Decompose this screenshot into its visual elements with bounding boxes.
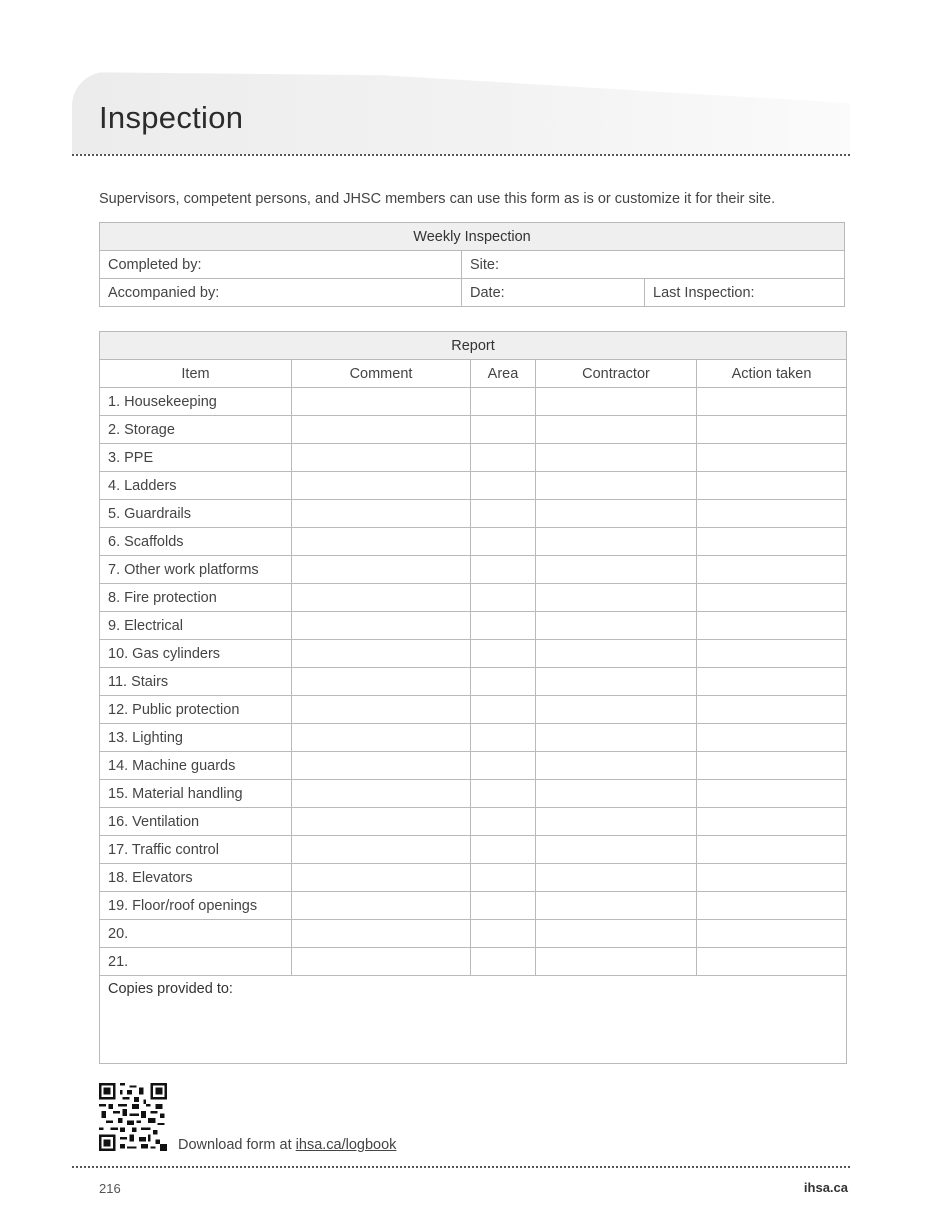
comment-cell[interactable] xyxy=(292,752,471,780)
area-cell[interactable] xyxy=(471,556,536,584)
download-prefix: Download form at xyxy=(178,1137,296,1153)
contractor-cell[interactable] xyxy=(536,668,697,696)
area-cell[interactable] xyxy=(471,500,536,528)
table-row xyxy=(100,696,847,724)
contractor-cell[interactable] xyxy=(536,584,697,612)
comment-cell[interactable] xyxy=(292,640,471,668)
item-cell: 7. Other work platforms xyxy=(100,556,292,584)
footer-divider xyxy=(72,1166,850,1168)
item-cell: 21. xyxy=(100,948,292,976)
area-cell[interactable] xyxy=(471,948,536,976)
area-cell[interactable] xyxy=(471,892,536,920)
comment-cell[interactable] xyxy=(292,724,471,752)
action-taken-cell[interactable] xyxy=(697,500,847,528)
table-row xyxy=(100,752,847,780)
table-row xyxy=(100,416,847,444)
column-header-comment: Comment xyxy=(292,360,471,388)
contractor-cell[interactable] xyxy=(536,640,697,668)
comment-cell[interactable] xyxy=(292,892,471,920)
comment-cell[interactable] xyxy=(292,444,471,472)
action-taken-cell[interactable] xyxy=(697,528,847,556)
action-taken-cell[interactable] xyxy=(697,808,847,836)
weekly-inspection-table xyxy=(99,222,845,307)
action-taken-cell[interactable] xyxy=(697,920,847,948)
area-cell[interactable] xyxy=(471,836,536,864)
table-row xyxy=(100,388,847,416)
action-taken-cell[interactable] xyxy=(697,948,847,976)
table-row xyxy=(100,528,847,556)
comment-cell[interactable] xyxy=(292,528,471,556)
column-header-item: Item xyxy=(100,360,292,388)
comment-cell[interactable] xyxy=(292,556,471,584)
item-cell: 9. Electrical xyxy=(100,612,292,640)
table-row xyxy=(100,808,847,836)
item-cell: 4. Ladders xyxy=(100,472,292,500)
area-cell[interactable] xyxy=(471,472,536,500)
comment-cell[interactable] xyxy=(292,612,471,640)
comment-cell[interactable] xyxy=(292,808,471,836)
table-row xyxy=(100,612,847,640)
contractor-cell[interactable] xyxy=(536,752,697,780)
item-cell: 19. Floor/roof openings xyxy=(100,892,292,920)
area-cell[interactable] xyxy=(471,444,536,472)
comment-cell[interactable] xyxy=(292,584,471,612)
item-cell: 15. Material handling xyxy=(100,780,292,808)
comment-cell[interactable] xyxy=(292,388,471,416)
table-row xyxy=(100,472,847,500)
table-row xyxy=(100,556,847,584)
item-cell: 14. Machine guards xyxy=(100,752,292,780)
table-row xyxy=(100,584,847,612)
area-cell[interactable] xyxy=(471,808,536,836)
area-cell[interactable] xyxy=(471,528,536,556)
table-row xyxy=(100,836,847,864)
item-cell: 13. Lighting xyxy=(100,724,292,752)
contractor-cell[interactable] xyxy=(536,864,697,892)
item-cell: 3. PPE xyxy=(100,444,292,472)
contractor-cell[interactable] xyxy=(536,948,697,976)
table-row xyxy=(100,640,847,668)
area-cell[interactable] xyxy=(471,668,536,696)
action-taken-cell[interactable] xyxy=(697,444,847,472)
comment-cell[interactable] xyxy=(292,836,471,864)
item-cell: 10. Gas cylinders xyxy=(100,640,292,668)
action-taken-cell[interactable] xyxy=(697,892,847,920)
download-link[interactable]: ihsa.ca/logbook xyxy=(295,1137,397,1153)
action-taken-cell[interactable] xyxy=(697,696,847,724)
action-taken-cell[interactable] xyxy=(697,556,847,584)
comment-cell[interactable] xyxy=(292,948,471,976)
completed-by-field[interactable]: Completed by: xyxy=(100,251,462,279)
item-cell: 2. Storage xyxy=(100,416,292,444)
item-cell: 16. Ventilation xyxy=(100,808,292,836)
column-header-area: Area xyxy=(471,360,536,388)
area-cell[interactable] xyxy=(471,388,536,416)
contractor-cell[interactable] xyxy=(536,892,697,920)
weekly-inspection-title: Weekly Inspection xyxy=(100,223,845,251)
table-row xyxy=(100,892,847,920)
site-brand: ihsa.ca xyxy=(803,1180,848,1195)
comment-cell[interactable] xyxy=(292,780,471,808)
table-row xyxy=(100,948,847,976)
comment-cell[interactable] xyxy=(292,864,471,892)
action-taken-cell[interactable] xyxy=(697,864,847,892)
action-taken-cell[interactable] xyxy=(697,752,847,780)
contractor-cell[interactable] xyxy=(536,388,697,416)
action-taken-cell[interactable] xyxy=(697,388,847,416)
area-cell[interactable] xyxy=(471,416,536,444)
table-row xyxy=(100,724,847,752)
area-cell[interactable] xyxy=(471,864,536,892)
item-cell: 12. Public protection xyxy=(100,696,292,724)
comment-cell[interactable] xyxy=(292,668,471,696)
area-cell[interactable] xyxy=(471,724,536,752)
contractor-cell[interactable] xyxy=(536,556,697,584)
table-row xyxy=(100,920,847,948)
table-row xyxy=(100,864,847,892)
contractor-cell[interactable] xyxy=(536,696,697,724)
comment-cell[interactable] xyxy=(292,500,471,528)
report-table xyxy=(99,331,847,1064)
area-cell[interactable] xyxy=(471,752,536,780)
item-cell: 5. Guardrails xyxy=(100,500,292,528)
table-row xyxy=(100,444,847,472)
copies-provided-field[interactable]: Copies provided to: xyxy=(100,976,847,1064)
item-cell: 11. Stairs xyxy=(100,668,292,696)
comment-cell[interactable] xyxy=(292,920,471,948)
action-taken-cell[interactable] xyxy=(697,724,847,752)
item-cell: 6. Scaffolds xyxy=(100,528,292,556)
action-taken-cell[interactable] xyxy=(697,612,847,640)
site-field[interactable]: Site: xyxy=(462,251,845,279)
comment-cell[interactable] xyxy=(292,472,471,500)
report-title: Report xyxy=(100,332,847,360)
intro-text: Supervisors, competent persons, and JHSC members can use this form as is or customize it for their site. xyxy=(99,191,776,207)
action-taken-cell[interactable] xyxy=(697,836,847,864)
area-cell[interactable] xyxy=(471,780,536,808)
contractor-cell[interactable] xyxy=(536,528,697,556)
action-taken-cell[interactable] xyxy=(697,416,847,444)
contractor-cell[interactable] xyxy=(536,500,697,528)
action-taken-cell[interactable] xyxy=(697,780,847,808)
area-cell[interactable] xyxy=(471,920,536,948)
contractor-cell[interactable] xyxy=(536,444,697,472)
qr-code-icon xyxy=(99,1083,167,1151)
item-cell: 18. Elevators xyxy=(100,864,292,892)
item-cell: 1. Housekeeping xyxy=(100,388,292,416)
table-row xyxy=(100,668,847,696)
copies-row xyxy=(100,976,847,1064)
header-divider xyxy=(72,154,850,156)
comment-cell[interactable] xyxy=(292,696,471,724)
item-cell: 17. Traffic control xyxy=(100,836,292,864)
area-cell[interactable] xyxy=(471,696,536,724)
action-taken-cell[interactable] xyxy=(697,584,847,612)
contractor-cell[interactable] xyxy=(536,612,697,640)
accompanied-by-field[interactable]: Accompanied by: xyxy=(100,279,462,307)
area-cell[interactable] xyxy=(471,584,536,612)
download-text xyxy=(178,1137,396,1153)
action-taken-cell[interactable] xyxy=(697,640,847,668)
date-field[interactable]: Date: xyxy=(462,279,645,307)
table-row xyxy=(100,780,847,808)
item-cell: 8. Fire protection xyxy=(100,584,292,612)
page-title: Inspection xyxy=(99,100,244,135)
action-taken-cell[interactable] xyxy=(697,668,847,696)
contractor-cell[interactable] xyxy=(536,416,697,444)
contractor-cell[interactable] xyxy=(536,808,697,836)
column-header-action-taken: Action taken xyxy=(697,360,847,388)
contractor-cell[interactable] xyxy=(536,836,697,864)
contractor-cell[interactable] xyxy=(536,920,697,948)
page-number: 216 xyxy=(99,1181,121,1196)
comment-cell[interactable] xyxy=(292,416,471,444)
item-cell: 20. xyxy=(100,920,292,948)
table-row xyxy=(100,500,847,528)
last-inspection-field[interactable]: Last Inspection: xyxy=(645,279,845,307)
contractor-cell[interactable] xyxy=(536,724,697,752)
action-taken-cell[interactable] xyxy=(697,472,847,500)
contractor-cell[interactable] xyxy=(536,472,697,500)
column-header-contractor: Contractor xyxy=(536,360,697,388)
contractor-cell[interactable] xyxy=(536,780,697,808)
area-cell[interactable] xyxy=(471,640,536,668)
area-cell[interactable] xyxy=(471,612,536,640)
